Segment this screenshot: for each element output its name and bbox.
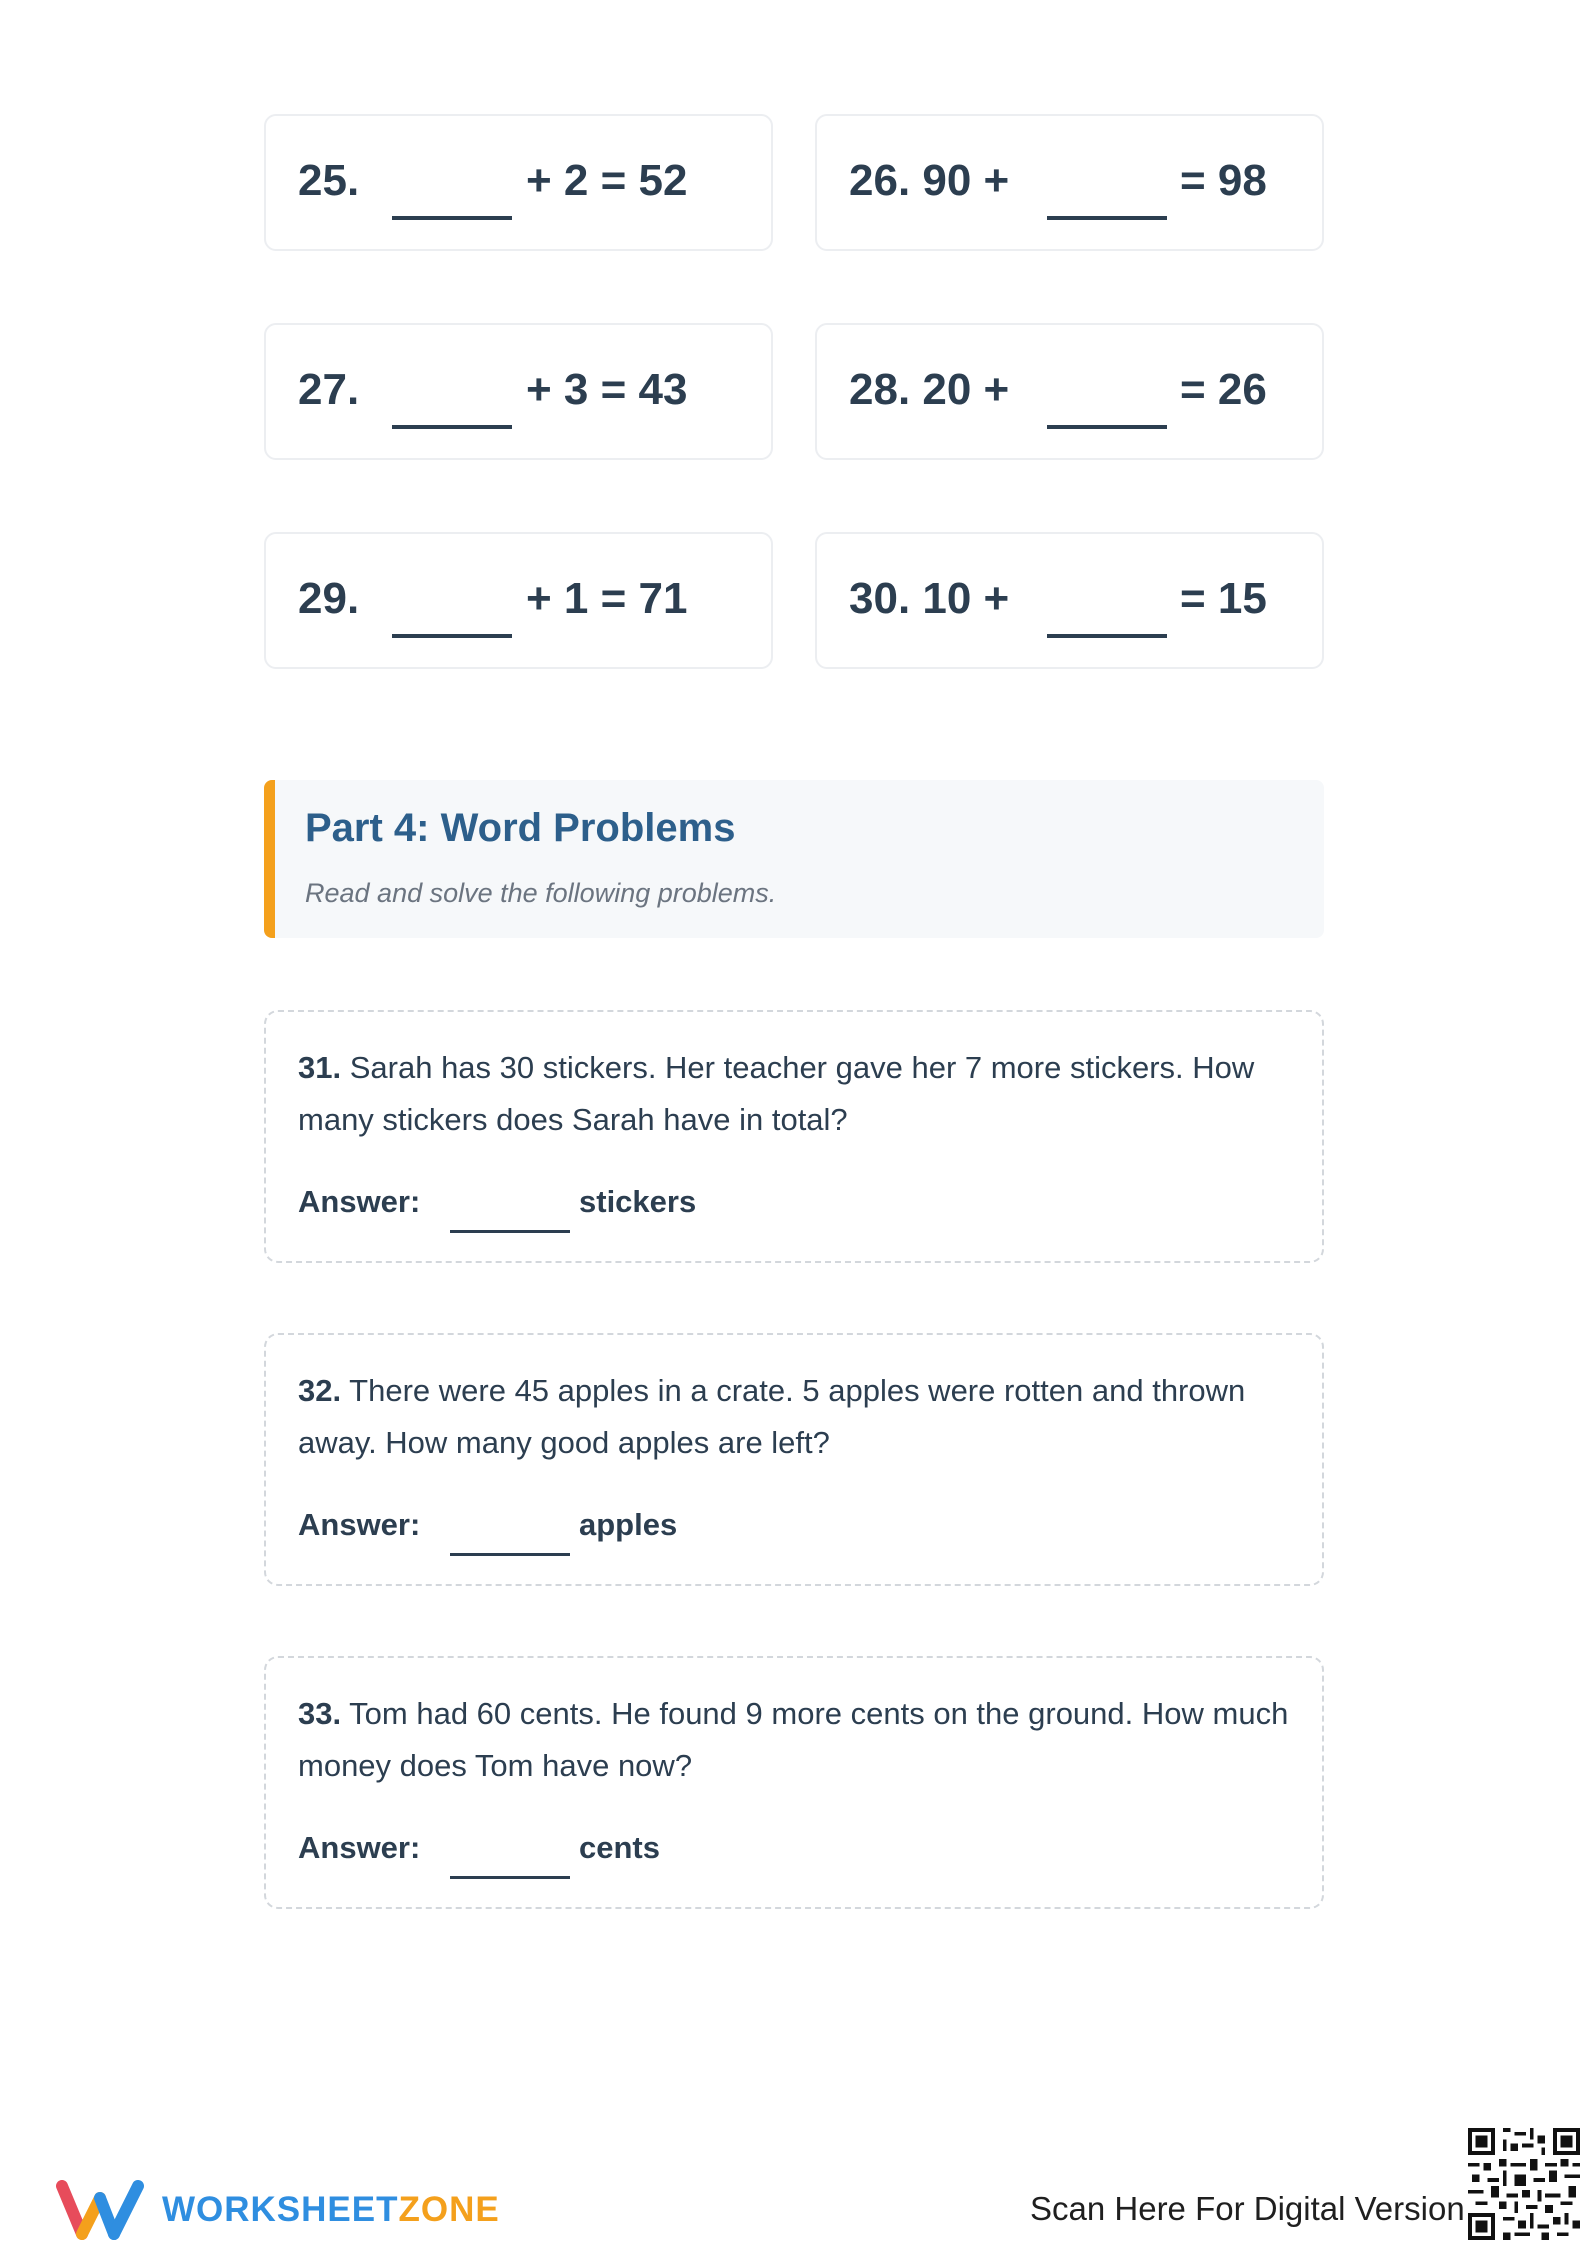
equation-tail: + 1 = 71	[526, 574, 688, 623]
answer-blank[interactable]	[1047, 216, 1167, 220]
equation-tail: = 98	[1180, 156, 1267, 205]
section-title: Part 4: Word Problems	[305, 806, 736, 850]
answer-blank[interactable]	[392, 216, 512, 220]
problem-body: There were 45 apples in a crate. 5 apples were rotten and thrown away. How many good apples are left?	[298, 1373, 1246, 1460]
equation-tail: = 15	[1180, 574, 1267, 623]
answer-blank[interactable]	[392, 634, 512, 638]
logo-w-icon	[56, 2180, 146, 2240]
answer-blank[interactable]	[450, 1230, 570, 1233]
word-problem-31	[264, 1010, 1324, 1263]
equation-box-28	[815, 323, 1324, 460]
equation-box-30	[815, 532, 1324, 669]
equation-number: 28. 20 +	[849, 365, 1010, 414]
answer-blank[interactable]	[1047, 425, 1167, 429]
problem-number: 31.	[298, 1050, 342, 1085]
equation-tail: + 2 = 52	[526, 156, 688, 205]
equation-box-27	[264, 323, 773, 460]
section-instructions: Read and solve the following problems.	[305, 878, 777, 908]
answer-blank[interactable]	[392, 425, 512, 429]
equation-grid	[264, 114, 1324, 669]
answer-blank[interactable]	[450, 1553, 570, 1556]
part-4-header	[264, 780, 1324, 938]
problem-body: Sarah has 30 stickers. Her teacher gave her 7 more stickers. How many stickers does Sarah have in total?	[298, 1050, 1255, 1137]
answer-blank[interactable]	[450, 1876, 570, 1879]
equation-box-25	[264, 114, 773, 251]
scan-caption: Scan Here For Digital Version	[1030, 2190, 1465, 2227]
answer-blank[interactable]	[1047, 634, 1167, 638]
answer-label: Answer:	[298, 1184, 421, 1219]
equation-number: 30. 10 +	[849, 574, 1010, 623]
answer-unit: stickers	[579, 1184, 697, 1219]
answer-label: Answer:	[298, 1507, 421, 1542]
problem-text	[298, 1042, 1298, 1146]
equation-tail: + 3 = 43	[526, 365, 688, 414]
equation-number: 29.	[298, 574, 360, 623]
word-problem-33	[264, 1656, 1324, 1909]
problem-text	[298, 1365, 1298, 1469]
logo-wordmark: WORKSHEETZONE	[162, 2190, 500, 2229]
problem-text	[298, 1688, 1298, 1792]
answer-unit: cents	[579, 1830, 660, 1865]
answer-unit: apples	[579, 1507, 678, 1542]
qr-code-icon[interactable]	[1468, 2128, 1580, 2240]
equation-box-29	[264, 532, 773, 669]
equation-number: 26. 90 +	[849, 156, 1010, 205]
worksheetzone-logo[interactable]	[56, 2180, 500, 2240]
problem-number: 32.	[298, 1373, 342, 1408]
word-problem-32	[264, 1333, 1324, 1586]
answer-label: Answer:	[298, 1830, 421, 1865]
equation-number: 25.	[298, 156, 360, 205]
equation-tail: = 26	[1180, 365, 1267, 414]
equation-box-26	[815, 114, 1324, 251]
problem-number: 33.	[298, 1696, 342, 1731]
equation-number: 27.	[298, 365, 360, 414]
problem-body: Tom had 60 cents. He found 9 more cents on the ground. How much money does Tom have now?	[298, 1696, 1289, 1783]
